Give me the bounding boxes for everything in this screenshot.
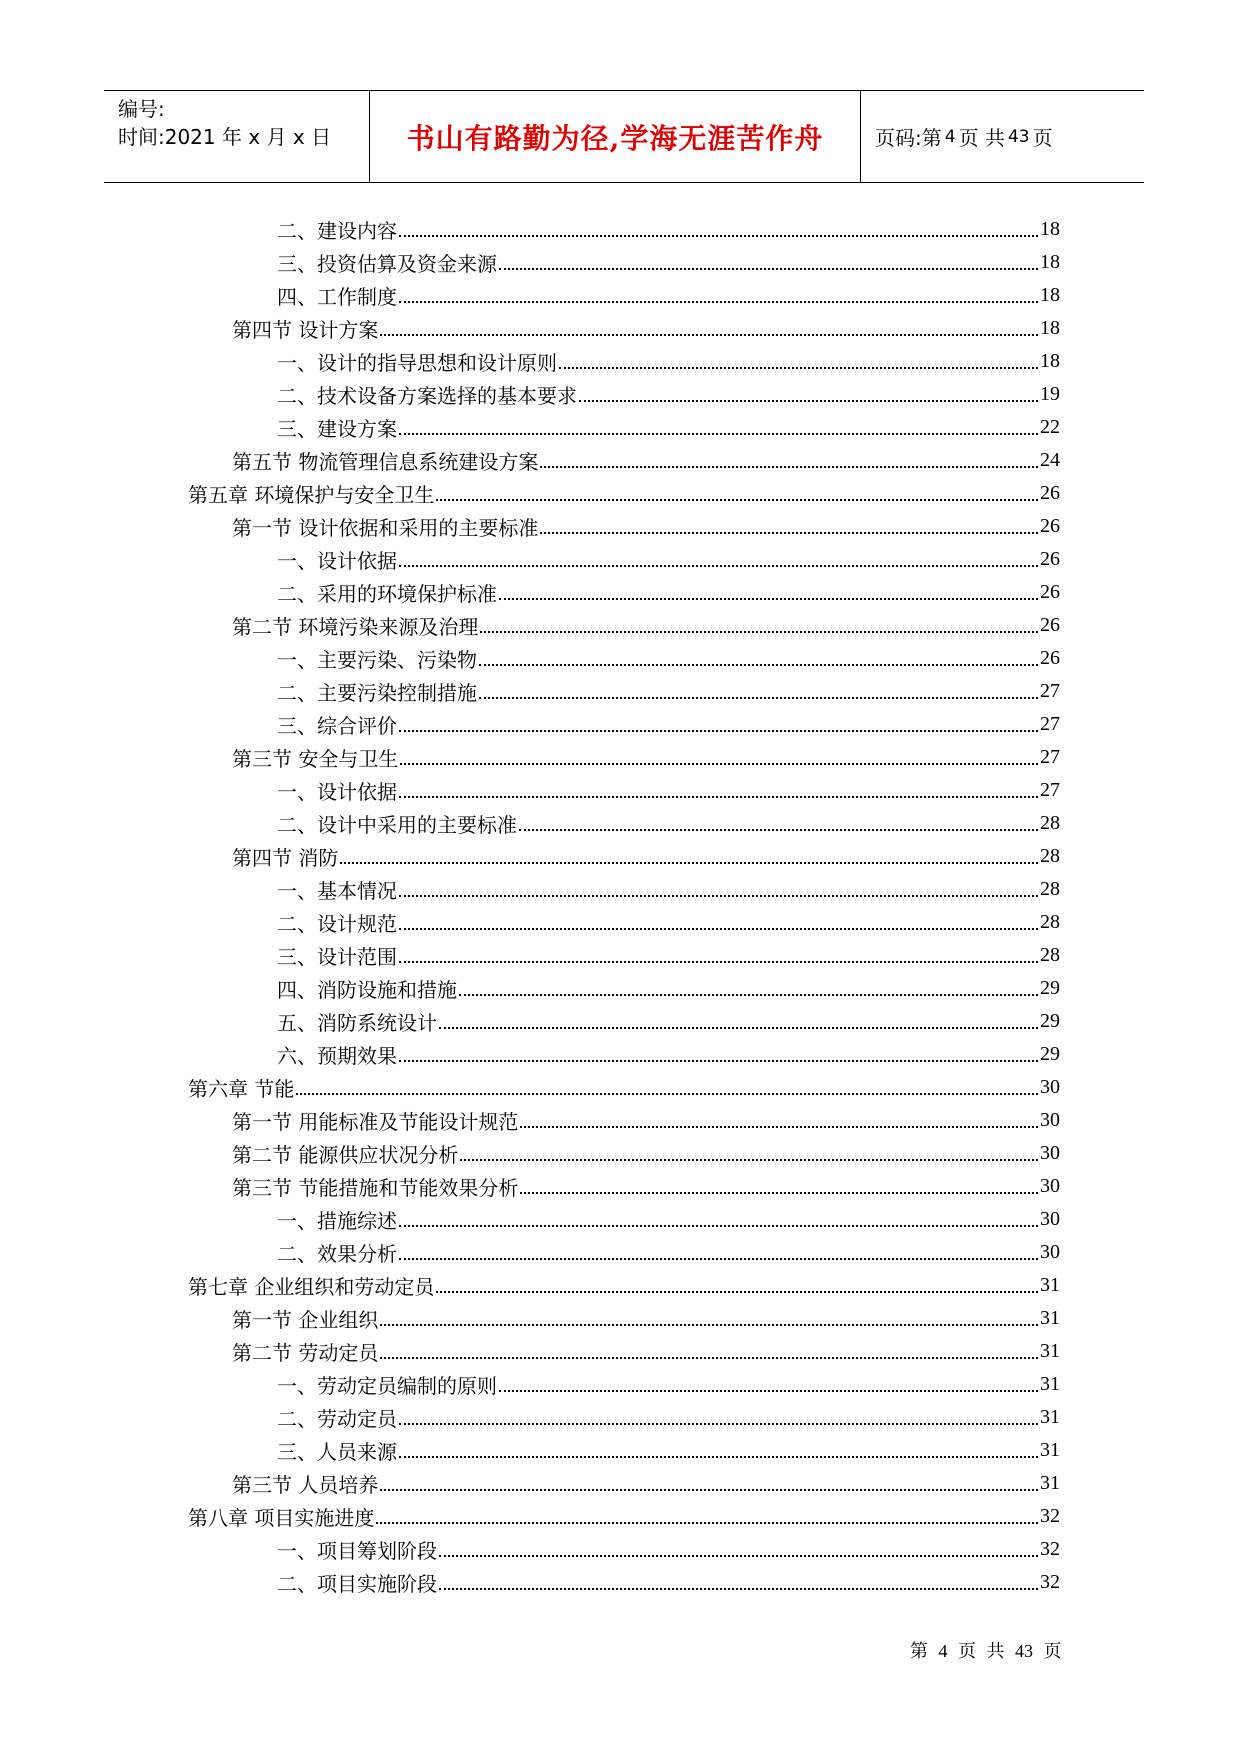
toc-entry-page: 27 <box>1040 746 1060 768</box>
toc-entry-label: 第二节 环境污染来源及治理 <box>232 615 479 639</box>
page-mid: 页 共 <box>958 126 1005 150</box>
toc-entry-label: 三、建设方案 <box>277 417 397 441</box>
toc-entry[interactable] <box>188 477 1060 510</box>
toc-entry-page: 31 <box>1040 1472 1060 1494</box>
toc-leader-dots <box>559 367 1038 369</box>
header-meta <box>104 91 370 182</box>
toc-entry-page: 27 <box>1040 779 1060 801</box>
toc-entry-label: 第六章 节能 <box>188 1077 295 1101</box>
document-time-label: 时间:2021 年 x 月 x 日 <box>118 125 332 149</box>
toc-entry[interactable] <box>188 840 1060 873</box>
toc-entry[interactable] <box>188 1302 1060 1335</box>
toc-entry[interactable] <box>188 1005 1060 1038</box>
toc-entry[interactable] <box>188 1203 1060 1236</box>
toc-leader-dots <box>439 1027 1038 1029</box>
toc-entry-page: 31 <box>1040 1340 1060 1362</box>
toc-entry-label: 第一节 设计依据和采用的主要标准 <box>232 516 539 540</box>
toc-entry-label: 第一节 用能标准及节能设计规范 <box>232 1110 519 1134</box>
toc-leader-dots <box>400 763 1038 765</box>
toc-leader-dots <box>376 1522 1038 1524</box>
table-of-contents <box>188 213 1060 1599</box>
toc-entry[interactable] <box>188 510 1060 543</box>
toc-entry-label: 第三节 人员培养 <box>232 1473 379 1497</box>
toc-entry[interactable] <box>188 1500 1060 1533</box>
toc-leader-dots <box>540 532 1038 534</box>
toc-entry-page: 26 <box>1040 614 1060 636</box>
toc-entry-page: 27 <box>1040 680 1060 702</box>
toc-entry-page: 31 <box>1040 1406 1060 1428</box>
toc-leader-dots <box>436 499 1038 501</box>
toc-entry-label: 二、设计中采用的主要标准 <box>277 813 517 837</box>
toc-leader-dots <box>439 1555 1038 1557</box>
toc-entry-label: 一、劳动定员编制的原则 <box>277 1374 497 1398</box>
toc-entry-label: 第一节 企业组织 <box>232 1308 379 1332</box>
toc-entry[interactable] <box>188 774 1060 807</box>
toc-entry[interactable] <box>188 609 1060 642</box>
toc-entry-label: 三、人员来源 <box>277 1440 397 1464</box>
toc-entry-label: 二、设计规范 <box>277 912 397 936</box>
toc-leader-dots <box>399 235 1038 237</box>
toc-entry[interactable] <box>188 675 1060 708</box>
toc-entry-page: 30 <box>1040 1175 1060 1197</box>
toc-entry-page: 30 <box>1040 1109 1060 1131</box>
toc-entry[interactable] <box>188 345 1060 378</box>
toc-entry-page: 18 <box>1040 350 1060 372</box>
toc-entry-page: 29 <box>1040 1010 1060 1032</box>
toc-entry-page: 18 <box>1040 251 1060 273</box>
toc-entry[interactable] <box>188 1236 1060 1269</box>
toc-entry-page: 31 <box>1040 1373 1060 1395</box>
toc-entry-label: 二、项目实施阶段 <box>277 1572 437 1596</box>
toc-leader-dots <box>436 1291 1038 1293</box>
toc-leader-dots <box>399 1258 1038 1260</box>
toc-leader-dots <box>459 994 1038 996</box>
toc-entry[interactable] <box>188 411 1060 444</box>
toc-entry-label: 第四节 设计方案 <box>232 318 379 342</box>
toc-leader-dots <box>399 928 1038 930</box>
toc-entry-page: 32 <box>1040 1505 1060 1527</box>
toc-entry-page: 26 <box>1040 581 1060 603</box>
toc-entry-label: 三、综合评价 <box>277 714 397 738</box>
toc-entry[interactable] <box>188 1170 1060 1203</box>
page-suffix: 页 <box>1032 126 1053 150</box>
toc-leader-dots <box>399 1225 1038 1227</box>
page-footer: 第 4 页 共 43 页 <box>910 1641 1062 1661</box>
toc-entry-page: 30 <box>1040 1208 1060 1230</box>
toc-entry-label: 一、设计的指导思想和设计原则 <box>277 351 557 375</box>
toc-entry-label: 三、设计范围 <box>277 945 397 969</box>
toc-entry-page: 26 <box>1040 482 1060 504</box>
toc-entry-page: 18 <box>1040 284 1060 306</box>
toc-entry-label: 第三节 安全与卫生 <box>232 747 399 771</box>
toc-entry-page: 32 <box>1040 1571 1060 1593</box>
toc-entry[interactable] <box>188 1071 1060 1104</box>
toc-entry-page: 19 <box>1040 383 1060 405</box>
toc-entry-page: 32 <box>1040 1538 1060 1560</box>
document-number-label: 编号: <box>118 97 165 121</box>
toc-entry-page: 28 <box>1040 944 1060 966</box>
toc-entry-page: 26 <box>1040 515 1060 537</box>
toc-entry-label: 一、设计依据 <box>277 780 397 804</box>
toc-leader-dots <box>399 433 1038 435</box>
toc-entry-label: 一、设计依据 <box>277 549 397 573</box>
toc-entry-label: 二、采用的环境保护标准 <box>277 582 497 606</box>
toc-entry-label: 第三节 节能措施和节能效果分析 <box>232 1176 519 1200</box>
page-current: 4 <box>944 126 956 147</box>
toc-entry[interactable] <box>188 1434 1060 1467</box>
toc-entry-label: 第二节 能源供应状况分析 <box>232 1143 459 1167</box>
toc-entry-label: 二、建设内容 <box>277 219 397 243</box>
toc-leader-dots <box>399 1060 1038 1062</box>
toc-entry[interactable] <box>188 1368 1060 1401</box>
toc-leader-dots <box>480 631 1038 633</box>
toc-entry-page: 26 <box>1040 548 1060 570</box>
toc-entry-page: 24 <box>1040 449 1060 471</box>
toc-entry-label: 四、工作制度 <box>277 285 397 309</box>
toc-leader-dots <box>499 1390 1038 1392</box>
toc-leader-dots <box>499 268 1038 270</box>
page-header <box>104 90 1144 183</box>
toc-entry[interactable] <box>188 213 1060 246</box>
toc-leader-dots <box>399 565 1038 567</box>
toc-entry-label: 二、效果分析 <box>277 1242 397 1266</box>
toc-entry[interactable] <box>188 1269 1060 1302</box>
toc-entry-page: 31 <box>1040 1274 1060 1296</box>
toc-entry[interactable] <box>188 939 1060 972</box>
toc-entry[interactable] <box>188 312 1060 345</box>
toc-entry-page: 27 <box>1040 713 1060 735</box>
toc-entry[interactable] <box>188 972 1060 1005</box>
toc-leader-dots <box>399 730 1038 732</box>
toc-leader-dots <box>499 598 1038 600</box>
toc-entry[interactable] <box>188 1533 1060 1566</box>
toc-entry[interactable] <box>188 1038 1060 1071</box>
toc-entry-label: 二、技术设备方案选择的基本要求 <box>277 384 577 408</box>
toc-entry[interactable] <box>188 708 1060 741</box>
toc-entry[interactable] <box>188 576 1060 609</box>
toc-leader-dots <box>296 1093 1038 1095</box>
toc-entry-label: 一、主要污染、污染物 <box>277 648 477 672</box>
toc-entry[interactable] <box>188 279 1060 312</box>
toc-entry-page: 28 <box>1040 812 1060 834</box>
toc-entry-label: 一、基本情况 <box>277 879 397 903</box>
toc-leader-dots <box>399 1456 1038 1458</box>
toc-entry-page: 18 <box>1040 218 1060 240</box>
toc-entry-label: 一、项目筹划阶段 <box>277 1539 437 1563</box>
toc-entry-page: 30 <box>1040 1142 1060 1164</box>
toc-entry[interactable] <box>188 1467 1060 1500</box>
toc-entry[interactable] <box>188 873 1060 906</box>
header-motto: 书山有路勤为径,学海无涯苦作舟 <box>370 91 861 182</box>
toc-entry-page: 29 <box>1040 1043 1060 1065</box>
toc-entry[interactable] <box>188 906 1060 939</box>
toc-leader-dots <box>399 1423 1038 1425</box>
toc-entry-page: 26 <box>1040 647 1060 669</box>
toc-leader-dots <box>380 334 1038 336</box>
toc-entry-page: 30 <box>1040 1241 1060 1263</box>
toc-leader-dots <box>399 301 1038 303</box>
toc-entry-label: 第二节 劳动定员 <box>232 1341 379 1365</box>
toc-entry-page: 31 <box>1040 1307 1060 1329</box>
toc-entry-label: 第五章 环境保护与安全卫生 <box>188 483 435 507</box>
toc-entry[interactable] <box>188 1137 1060 1170</box>
toc-leader-dots <box>540 466 1038 468</box>
toc-entry-page: 30 <box>1040 1076 1060 1098</box>
toc-entry[interactable] <box>188 543 1060 576</box>
toc-entry-page: 28 <box>1040 845 1060 867</box>
toc-entry[interactable] <box>188 378 1060 411</box>
toc-entry-label: 二、主要污染控制措施 <box>277 681 477 705</box>
toc-leader-dots <box>519 829 1038 831</box>
toc-entry-label: 三、投资估算及资金来源 <box>277 252 497 276</box>
toc-leader-dots <box>479 664 1038 666</box>
toc-entry-label: 第八章 项目实施进度 <box>188 1506 375 1530</box>
toc-leader-dots <box>520 1192 1038 1194</box>
toc-leader-dots <box>399 961 1038 963</box>
toc-entry-label: 一、措施综述 <box>277 1209 397 1233</box>
toc-leader-dots <box>340 862 1038 864</box>
toc-entry[interactable] <box>188 741 1060 774</box>
toc-entry-label: 六、预期效果 <box>277 1044 397 1068</box>
toc-leader-dots <box>399 796 1038 798</box>
toc-entry-label: 第四节 消防 <box>232 846 339 870</box>
toc-entry-label: 四、消防设施和措施 <box>277 978 457 1002</box>
toc-entry[interactable] <box>188 1401 1060 1434</box>
toc-leader-dots <box>439 1588 1038 1590</box>
toc-entry-page: 28 <box>1040 878 1060 900</box>
toc-entry-label: 第五节 物流管理信息系统建设方案 <box>232 450 539 474</box>
toc-entry-page: 18 <box>1040 317 1060 339</box>
toc-entry-label: 二、劳动定员 <box>277 1407 397 1431</box>
toc-leader-dots <box>579 400 1038 402</box>
toc-leader-dots <box>520 1126 1038 1128</box>
toc-leader-dots <box>399 895 1038 897</box>
toc-entry[interactable] <box>188 246 1060 279</box>
toc-entry[interactable] <box>188 1566 1060 1599</box>
header-page-info <box>861 91 1144 182</box>
toc-leader-dots <box>380 1357 1038 1359</box>
toc-leader-dots <box>479 697 1038 699</box>
toc-entry[interactable] <box>188 642 1060 675</box>
toc-entry-label: 第七章 企业组织和劳动定员 <box>188 1275 435 1299</box>
toc-entry-page: 28 <box>1040 911 1060 933</box>
toc-entry-page: 29 <box>1040 977 1060 999</box>
page-total: 43 <box>1007 126 1030 147</box>
toc-entry[interactable] <box>188 1104 1060 1137</box>
toc-entry[interactable] <box>188 807 1060 840</box>
toc-leader-dots <box>380 1324 1038 1326</box>
toc-entry-page: 22 <box>1040 416 1060 438</box>
page-prefix: 页码:第 <box>875 126 942 150</box>
toc-entry-page: 31 <box>1040 1439 1060 1461</box>
toc-entry-label: 五、消防系统设计 <box>277 1011 437 1035</box>
toc-entry[interactable] <box>188 1335 1060 1368</box>
toc-leader-dots <box>380 1489 1038 1491</box>
toc-leader-dots <box>460 1159 1038 1161</box>
toc-entry[interactable] <box>188 444 1060 477</box>
